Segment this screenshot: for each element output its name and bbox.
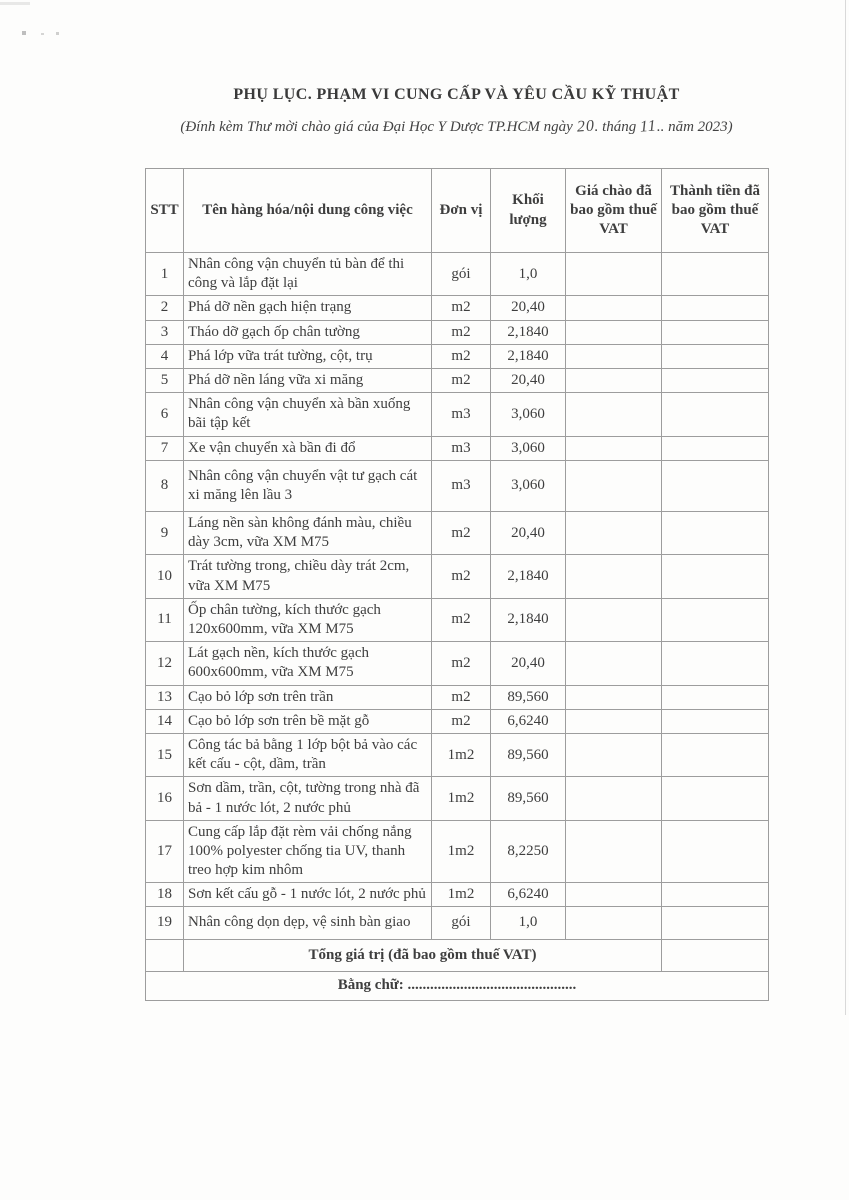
cell-offer-price <box>566 733 662 776</box>
cell-total-price <box>662 460 769 511</box>
table-footer <box>146 939 769 1000</box>
cell-unit: m2 <box>432 642 491 685</box>
cell-unit: m2 <box>432 296 491 320</box>
cell-offer-price <box>566 368 662 392</box>
cell-offer-price <box>566 598 662 641</box>
cell-quantity: 89,560 <box>491 685 566 709</box>
cell-stt: 6 <box>146 393 184 436</box>
cell-description: Sơn kết cấu gỗ - 1 nước lót, 2 nước phủ <box>184 883 432 907</box>
cell-total-price <box>662 685 769 709</box>
table-row <box>146 733 769 776</box>
cell-total-price <box>662 436 769 460</box>
cell-quantity: 20,40 <box>491 368 566 392</box>
cell-unit: 1m2 <box>432 883 491 907</box>
cell-total-price <box>662 512 769 555</box>
handwritten-day: 20 <box>575 117 596 136</box>
cell-quantity: 1,0 <box>491 253 566 296</box>
scan-artifact-dot <box>41 33 44 35</box>
page-subtitle <box>145 118 768 136</box>
table-row <box>146 883 769 907</box>
cell-stt: 7 <box>146 436 184 460</box>
total-row-stt-cell <box>146 939 184 971</box>
cell-unit: m2 <box>432 709 491 733</box>
table-row <box>146 598 769 641</box>
cell-unit: 1m2 <box>432 777 491 820</box>
table-row <box>146 436 769 460</box>
table-row <box>146 820 769 883</box>
cell-offer-price <box>566 709 662 733</box>
cell-offer-price <box>566 555 662 598</box>
cell-unit: 1m2 <box>432 733 491 776</box>
cell-quantity: 3,060 <box>491 436 566 460</box>
cell-stt: 12 <box>146 642 184 685</box>
cell-offer-price <box>566 320 662 344</box>
table-row <box>146 320 769 344</box>
items-table <box>145 168 769 1001</box>
cell-unit: gói <box>432 907 491 939</box>
cell-quantity: 6,6240 <box>491 883 566 907</box>
scan-artifact-dot <box>22 31 26 35</box>
cell-description: Nhân công vận chuyển vật tư gạch cát xi măng lên lầu 3 <box>184 460 432 511</box>
cell-total-price <box>662 393 769 436</box>
cell-total-price <box>662 598 769 641</box>
cell-offer-price <box>566 436 662 460</box>
document-content <box>145 0 768 1001</box>
cell-description: Nhân công vận chuyển tủ bàn để thi công và lắp đặt lại <box>184 253 432 296</box>
amount-in-words: Bằng chữ: ............................................. <box>146 971 769 1000</box>
cell-offer-price <box>566 685 662 709</box>
cell-stt: 13 <box>146 685 184 709</box>
cell-offer-price <box>566 460 662 511</box>
cell-offer-price <box>566 907 662 939</box>
cell-stt: 15 <box>146 733 184 776</box>
table-header <box>146 169 769 253</box>
handwritten-month: 11 <box>639 117 658 136</box>
cell-quantity: 89,560 <box>491 733 566 776</box>
table-row <box>146 709 769 733</box>
subtitle-prefix: (Đính kèm Thư mời chào giá của Đại Học Y Dược TP.HCM ngày <box>180 119 577 135</box>
subtitle-suffix: .. năm 2023) <box>656 119 733 135</box>
cell-offer-price <box>566 883 662 907</box>
cell-unit: m3 <box>432 460 491 511</box>
cell-offer-price <box>566 344 662 368</box>
cell-description: Công tác bả bằng 1 lớp bột bả vào các kết cấu - cột, dầm, trần <box>184 733 432 776</box>
cell-stt: 9 <box>146 512 184 555</box>
cell-unit: m3 <box>432 393 491 436</box>
cell-total-price <box>662 907 769 939</box>
page-title: PHỤ LỤC. PHẠM VI CUNG CẤP VÀ YÊU CẦU KỸ THUẬT <box>233 86 680 103</box>
cell-description: Láng nền sàn không đánh màu, chiều dày 3cm, vữa XM M75 <box>184 512 432 555</box>
cell-total-price <box>662 883 769 907</box>
cell-total-price <box>662 820 769 883</box>
cell-quantity: 2,1840 <box>491 344 566 368</box>
cell-description: Phá lớp vữa trát tường, cột, trụ <box>184 344 432 368</box>
header-offer-price: Giá chào đã bao gồm thuế VAT <box>566 169 662 253</box>
cell-description: Nhân công dọn dẹp, vệ sinh bàn giao <box>184 907 432 939</box>
cell-offer-price <box>566 253 662 296</box>
cell-offer-price <box>566 642 662 685</box>
cell-description: Tháo dỡ gạch ốp chân tường <box>184 320 432 344</box>
cell-unit: m2 <box>432 512 491 555</box>
table-row <box>146 907 769 939</box>
cell-offer-price <box>566 820 662 883</box>
cell-stt: 16 <box>146 777 184 820</box>
cell-description: Nhân công vận chuyển xà bần xuống bãi tập kết <box>184 393 432 436</box>
cell-description: Xe vận chuyển xà bần đi đổ <box>184 436 432 460</box>
table-header-row <box>146 169 769 253</box>
cell-offer-price <box>566 393 662 436</box>
scan-edge-line <box>845 0 846 1015</box>
table-row <box>146 555 769 598</box>
cell-total-price <box>662 777 769 820</box>
cell-offer-price <box>566 512 662 555</box>
table-row <box>146 642 769 685</box>
scan-artifact-smudge <box>0 2 30 5</box>
cell-total-price <box>662 296 769 320</box>
cell-stt: 10 <box>146 555 184 598</box>
cell-total-price <box>662 320 769 344</box>
table-row <box>146 253 769 296</box>
table-row <box>146 296 769 320</box>
cell-total-price <box>662 555 769 598</box>
cell-unit: m2 <box>432 555 491 598</box>
cell-stt: 8 <box>146 460 184 511</box>
cell-quantity: 20,40 <box>491 296 566 320</box>
cell-stt: 2 <box>146 296 184 320</box>
cell-quantity: 20,40 <box>491 642 566 685</box>
cell-description: Trát tường trong, chiều dày trát 2cm, vữa XM M75 <box>184 555 432 598</box>
cell-unit: m2 <box>432 598 491 641</box>
total-label: Tổng giá trị (đã bao gồm thuế VAT) <box>184 939 662 971</box>
cell-stt: 4 <box>146 344 184 368</box>
cell-quantity: 8,2250 <box>491 820 566 883</box>
table-row <box>146 368 769 392</box>
cell-stt: 5 <box>146 368 184 392</box>
table-row <box>146 777 769 820</box>
cell-quantity: 1,0 <box>491 907 566 939</box>
cell-description: Lát gạch nền, kích thước gạch 600x600mm, vữa XM M75 <box>184 642 432 685</box>
cell-quantity: 3,060 <box>491 393 566 436</box>
cell-total-price <box>662 368 769 392</box>
table-row <box>146 393 769 436</box>
table-body <box>146 253 769 940</box>
cell-quantity: 6,6240 <box>491 709 566 733</box>
cell-unit: m2 <box>432 685 491 709</box>
cell-unit: m2 <box>432 368 491 392</box>
cell-description: Cạo bỏ lớp sơn trên bề mặt gỗ <box>184 709 432 733</box>
table-row <box>146 685 769 709</box>
table-row <box>146 460 769 511</box>
cell-unit: gói <box>432 253 491 296</box>
cell-quantity: 20,40 <box>491 512 566 555</box>
cell-description: Cạo bỏ lớp sơn trên trần <box>184 685 432 709</box>
table-row <box>146 344 769 368</box>
subtitle-mid: . tháng <box>594 119 640 135</box>
cell-total-price <box>662 642 769 685</box>
cell-quantity: 2,1840 <box>491 555 566 598</box>
cell-unit: m2 <box>432 344 491 368</box>
cell-quantity: 2,1840 <box>491 598 566 641</box>
cell-unit: m2 <box>432 320 491 344</box>
cell-total-price <box>662 709 769 733</box>
cell-quantity: 2,1840 <box>491 320 566 344</box>
header-quantity: Khối lượng <box>491 169 566 253</box>
cell-total-price <box>662 253 769 296</box>
cell-stt: 18 <box>146 883 184 907</box>
cell-stt: 3 <box>146 320 184 344</box>
header-unit: Đơn vị <box>432 169 491 253</box>
cell-unit: 1m2 <box>432 820 491 883</box>
cell-offer-price <box>566 296 662 320</box>
cell-total-price <box>662 733 769 776</box>
cell-unit: m3 <box>432 436 491 460</box>
cell-total-price <box>662 344 769 368</box>
cell-stt: 17 <box>146 820 184 883</box>
total-amount-cell <box>662 939 769 971</box>
header-stt: STT <box>146 169 184 253</box>
cell-stt: 11 <box>146 598 184 641</box>
cell-quantity: 89,560 <box>491 777 566 820</box>
cell-description: Phá dỡ nền gạch hiện trạng <box>184 296 432 320</box>
total-row <box>146 939 769 971</box>
cell-offer-price <box>566 777 662 820</box>
cell-stt: 14 <box>146 709 184 733</box>
amount-in-words-row <box>146 971 769 1000</box>
cell-description: Phá dỡ nền láng vữa xi măng <box>184 368 432 392</box>
cell-description: Ốp chân tường, kích thước gạch 120x600mm, vữa XM M75 <box>184 598 432 641</box>
header-total-price: Thành tiền đã bao gồm thuế VAT <box>662 169 769 253</box>
cell-stt: 1 <box>146 253 184 296</box>
cell-stt: 19 <box>146 907 184 939</box>
scan-artifact-dot <box>56 32 59 35</box>
cell-quantity: 3,060 <box>491 460 566 511</box>
table-row <box>146 512 769 555</box>
cell-description: Cung cấp lắp đặt rèm vải chống nắng 100% polyester chống tia UV, thanh treo hợp kim nhôm <box>184 820 432 883</box>
cell-description: Sơn dầm, trần, cột, tường trong nhà đã bả - 1 nước lót, 2 nước phủ <box>184 777 432 820</box>
header-item-name: Tên hàng hóa/nội dung công việc <box>184 169 432 253</box>
